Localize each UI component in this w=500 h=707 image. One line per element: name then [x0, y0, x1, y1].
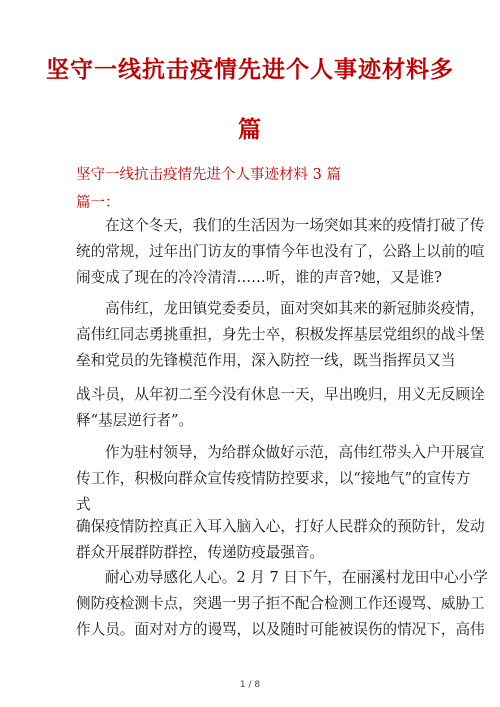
paragraph-line: 群众开展群防群控，传递防疫最强音。 — [76, 544, 325, 561]
paragraph-line: 释“基层逆行者”。 — [76, 412, 194, 429]
paragraph-1 — [76, 213, 485, 291]
paragraph-line: 作为驻村领导，为给群众做好示范，高伟红带头入户开展宣 — [105, 444, 485, 461]
paragraph-line: 作人员。面对对方的谩骂，以及随时可能被误伤的情况下，高伟 — [76, 621, 485, 638]
paragraph-2 — [76, 296, 485, 374]
paragraph-line: 垒和党员的先锋模范作用，深入防控一线，既当指挥员又当 — [76, 352, 456, 369]
paragraph-line: 确保疫情防控真正入耳入脑入心，打好人民群众的预防针，发动 — [76, 518, 485, 535]
paragraph-4 — [76, 440, 485, 518]
paragraph-line: 统的常规，过年出门访友的事情今年也没有了，公路上以前的喧 — [76, 243, 485, 260]
paragraph-line: 高伟红，龙田镇党委委员，面对突如其来的新冠肺炎疫情， — [105, 300, 485, 317]
paragraph-3 — [76, 382, 485, 434]
paragraph-6 — [76, 565, 488, 643]
document-subtitle: 坚守一线抗击疫情先进个人事迹材料 3 篇 — [76, 167, 341, 183]
title-line-2: 篇 — [238, 116, 262, 143]
paragraph-line: 耐心劝导感化人心。2 月 7 日下午，在丽溪村龙田中心小学 — [105, 569, 488, 586]
paragraph-line: 闹变成了现在的冷冷清清……听，谁的声音?她，又是谁? — [76, 269, 442, 286]
paragraph-5 — [76, 514, 485, 566]
section-label: 篇一： — [76, 195, 120, 211]
title-line-1: 坚守一线抗击疫情先进个人事迹材料多 — [46, 56, 454, 83]
document-title — [40, 40, 460, 160]
paragraph-line: 式 — [76, 496, 91, 513]
paragraph-line: 高伟红同志勇挑重担，身先士卒，积极发挥基层党组织的战斗堡 — [76, 326, 485, 343]
paragraph-line: 传工作，积极向群众宣传疫情防控要求，以“接地气”的宣传方 — [76, 470, 471, 487]
paragraph-line: 侧防疫检测卡点，突遇一男子拒不配合检测工作还谩骂、威胁工 — [76, 595, 485, 612]
paragraph-line: 在这个冬天，我们的生活因为一场突如其来的疫情打破了传 — [105, 217, 485, 234]
page-number: 1 / 8 — [239, 680, 261, 690]
paragraph-line: 战斗员，从年初二至今没有休息一天，早出晚归，用义无反顾诠 — [76, 386, 485, 403]
